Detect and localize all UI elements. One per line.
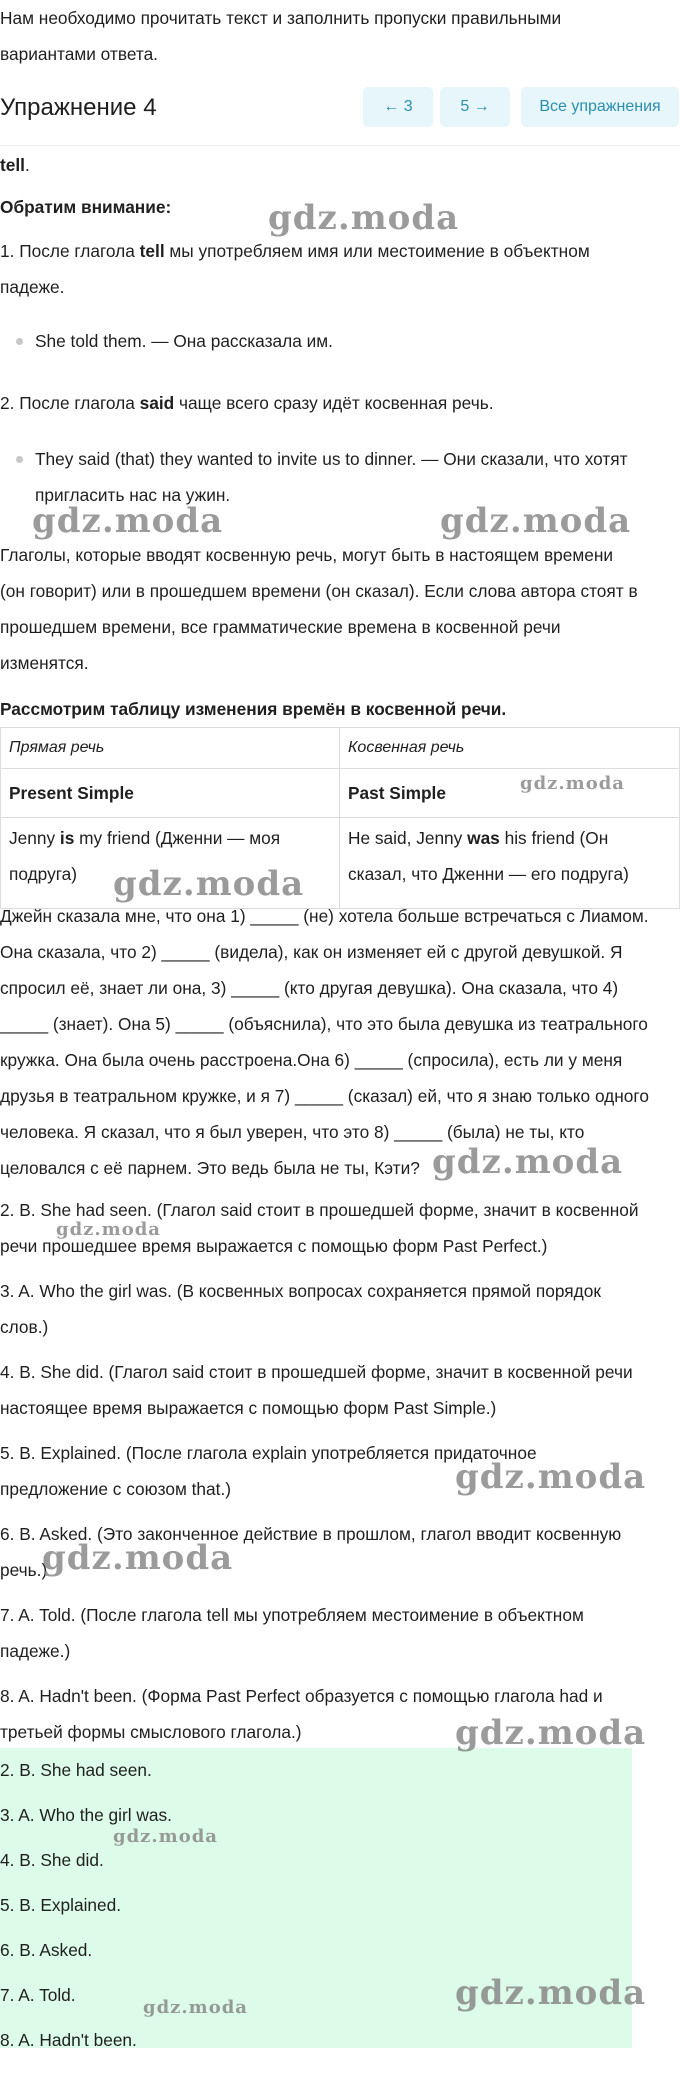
note-2-keyword: said (139, 393, 175, 413)
translation-line: спросил её, знает ли она, 3) _____ (кто другая девушка). Она сказала, что 4) (0, 978, 619, 998)
translation-line: целовался с её парнем. Это ведь была не ты, Кэти? (0, 1158, 420, 1178)
watermark: gdz.moda (143, 1997, 248, 2018)
watermark: gdz.moda (113, 1826, 218, 1847)
intro-line: Нам необходимо прочитать текст и заполнить пропуски правильными (0, 8, 562, 28)
cell-text: He said, Jenny (348, 828, 468, 848)
all-exercises-button[interactable]: Все упражнения (521, 87, 679, 127)
note-2-text: 2. После глагола (0, 393, 140, 413)
watermark: gdz.moda (268, 198, 460, 238)
table-row (1, 818, 680, 909)
header-divider (0, 145, 680, 146)
explanation-line: слов.) (0, 1317, 49, 1337)
bullet-example-1: She told them. — Она рассказала им. (35, 331, 333, 351)
watermark: gdz.moda (32, 501, 224, 541)
note-1-text: мы употребляем имя или местоимение в объектном (164, 241, 590, 261)
explanation-line: предложение с союзом that.) (0, 1479, 232, 1499)
note-1-text: 1. После глагола (0, 241, 140, 261)
explanation-line: 4. B. She did. (Глагол said стоит в прошедшей форме, значит в косвенной речи (0, 1362, 633, 1382)
cell-text: подруга) (9, 864, 78, 884)
explanation-item (0, 1354, 672, 1426)
next-exercise-button[interactable]: 5 → (440, 87, 510, 127)
answer-line: 7. A. Told. (0, 1985, 76, 2005)
tell-dot: . (24, 155, 30, 175)
table-header-indirect: Косвенная речь (340, 728, 680, 769)
explanation-item (0, 1597, 672, 1669)
answer-line: 3. A. Who the girl was. (0, 1805, 172, 1825)
table-heading: Рассмотрим таблицу изменения времён в косвенной речи. (0, 699, 507, 719)
cell-text: my friend (Дженни — моя (74, 828, 281, 848)
cell-keyword: was (467, 828, 500, 848)
watermark: gdz.moda (455, 1457, 647, 1497)
translation-line: Джейн сказала мне, что она 1) _____ (не) хотела больше встречаться с Лиамом. (0, 906, 649, 926)
translation-line: Она сказала, что 2) _____ (видела), как он изменяет ей с другой девушкой. Я (0, 942, 623, 962)
explanation-line: третьей формы смыслового глагола.) (0, 1722, 302, 1742)
cell-text: сказал, что Дженни — его подруга) (348, 864, 629, 884)
explanation-line: 8. A. Hadn't been. (Форма Past Perfect образуется с помощью глагола had и (0, 1686, 603, 1706)
paragraph-line: изменятся. (0, 653, 89, 673)
page-title: Упражнение 4 (0, 94, 157, 121)
explanation-line: речи прошедшее время выражается с помощью форм Past Perfect.) (0, 1236, 548, 1256)
paragraph-line: прошедшем времени, все грамматические времена в косвенной речи (0, 617, 561, 637)
answer-line: 8. A. Hadn't been. (0, 2030, 137, 2050)
answer-line: 2. B. She had seen. (0, 1760, 152, 1780)
intro-line: вариантами ответа. (0, 44, 158, 64)
tell-word: tell (0, 155, 25, 175)
explanation-line: 6. B. Asked. (Это законченное действие в прошлом, глагол вводит косвенную (0, 1524, 622, 1544)
watermark: gdz.moda (42, 1538, 234, 1578)
note-2-text: чаще всего сразу идёт косвенная речь. (174, 393, 494, 413)
cell-text: Jenny (9, 828, 60, 848)
explanation-line: падеже.) (0, 1641, 71, 1661)
note-1-text: падеже. (0, 277, 65, 297)
note-heading: Обратим внимание: (0, 197, 172, 217)
table-cell: Past Simple (340, 769, 680, 818)
explanation-line: речь.) (0, 1560, 48, 1580)
translation-line: кружка. Она была очень расстроена.Она 6) _____ (спросила), есть ли у меня (0, 1050, 623, 1070)
table-header-direct: Прямая речь (1, 728, 340, 769)
explanation-line: 2. B. She had seen. (Глагол said стоит в прошедшей форме, значит в косвенной (0, 1200, 639, 1220)
tell-fragment (0, 147, 672, 183)
translation-line: человека. Я сказал, что я был уверен, что это 8) _____ (была) не ты, кто (0, 1122, 585, 1142)
answer-line: 4. B. She did. (0, 1850, 104, 1870)
bullet-dot (16, 338, 23, 345)
tenses-paragraph (0, 537, 672, 681)
explanation-line: 3. A. Who the girl was. (В косвенных вопросах сохраняется прямой порядок (0, 1281, 601, 1301)
note-1 (0, 233, 672, 305)
intro-text (0, 0, 672, 72)
watermark: gdz.moda (455, 1713, 647, 1753)
watermark: gdz.moda (455, 1973, 647, 2013)
table-cell (340, 818, 680, 909)
watermark: gdz.moda (113, 864, 305, 904)
bullet-example-2-line: пригласить нас на ужин. (35, 485, 231, 505)
translation-line: друзья в театральном кружке, и я 7) _____ (сказал) ей, что я знаю только одного (0, 1086, 649, 1106)
watermark: gdz.moda (520, 773, 625, 794)
answer-line: 5. B. Explained. (0, 1895, 122, 1915)
table-header-row (1, 728, 680, 769)
note-1-keyword: tell (139, 241, 165, 261)
watermark: gdz.moda (432, 1142, 624, 1182)
explanation-line: 5. B. Explained. (После глагола explain употребляется придаточное (0, 1443, 537, 1463)
bullet-example-2-line: They said (that) they wanted to invite us to dinner. — Они сказали, что хотят (35, 449, 628, 469)
translation-line: _____ (знает). Она 5) _____ (объяснила), что это была девушка из театрального (0, 1014, 648, 1034)
prev-exercise-button[interactable]: ← 3 (363, 87, 433, 127)
tense-table (0, 727, 680, 909)
explanation-line: 7. A. Told. (После глагола tell мы употребляем местоимение в объектном (0, 1605, 584, 1625)
paragraph-line: (он говорит) или в прошедшем времени (он сказал). Если слова автора стоят в (0, 581, 638, 601)
answer-line: 6. B. Asked. (0, 1940, 93, 1960)
paragraph-line: Глаголы, которые вводят косвенную речь, могут быть в настоящем времени (0, 545, 614, 565)
bullet-dot (16, 456, 23, 463)
watermark: gdz.moda (440, 501, 632, 541)
cell-text: his friend (Он (499, 828, 609, 848)
explanation-item (0, 1273, 672, 1345)
cell-keyword: is (59, 828, 75, 848)
note-2 (0, 385, 672, 421)
table-cell: Present Simple (1, 769, 340, 818)
explanation-line: настоящее время выражается с помощью форм Past Simple.) (0, 1398, 497, 1418)
watermark: gdz.moda (56, 1219, 161, 1240)
